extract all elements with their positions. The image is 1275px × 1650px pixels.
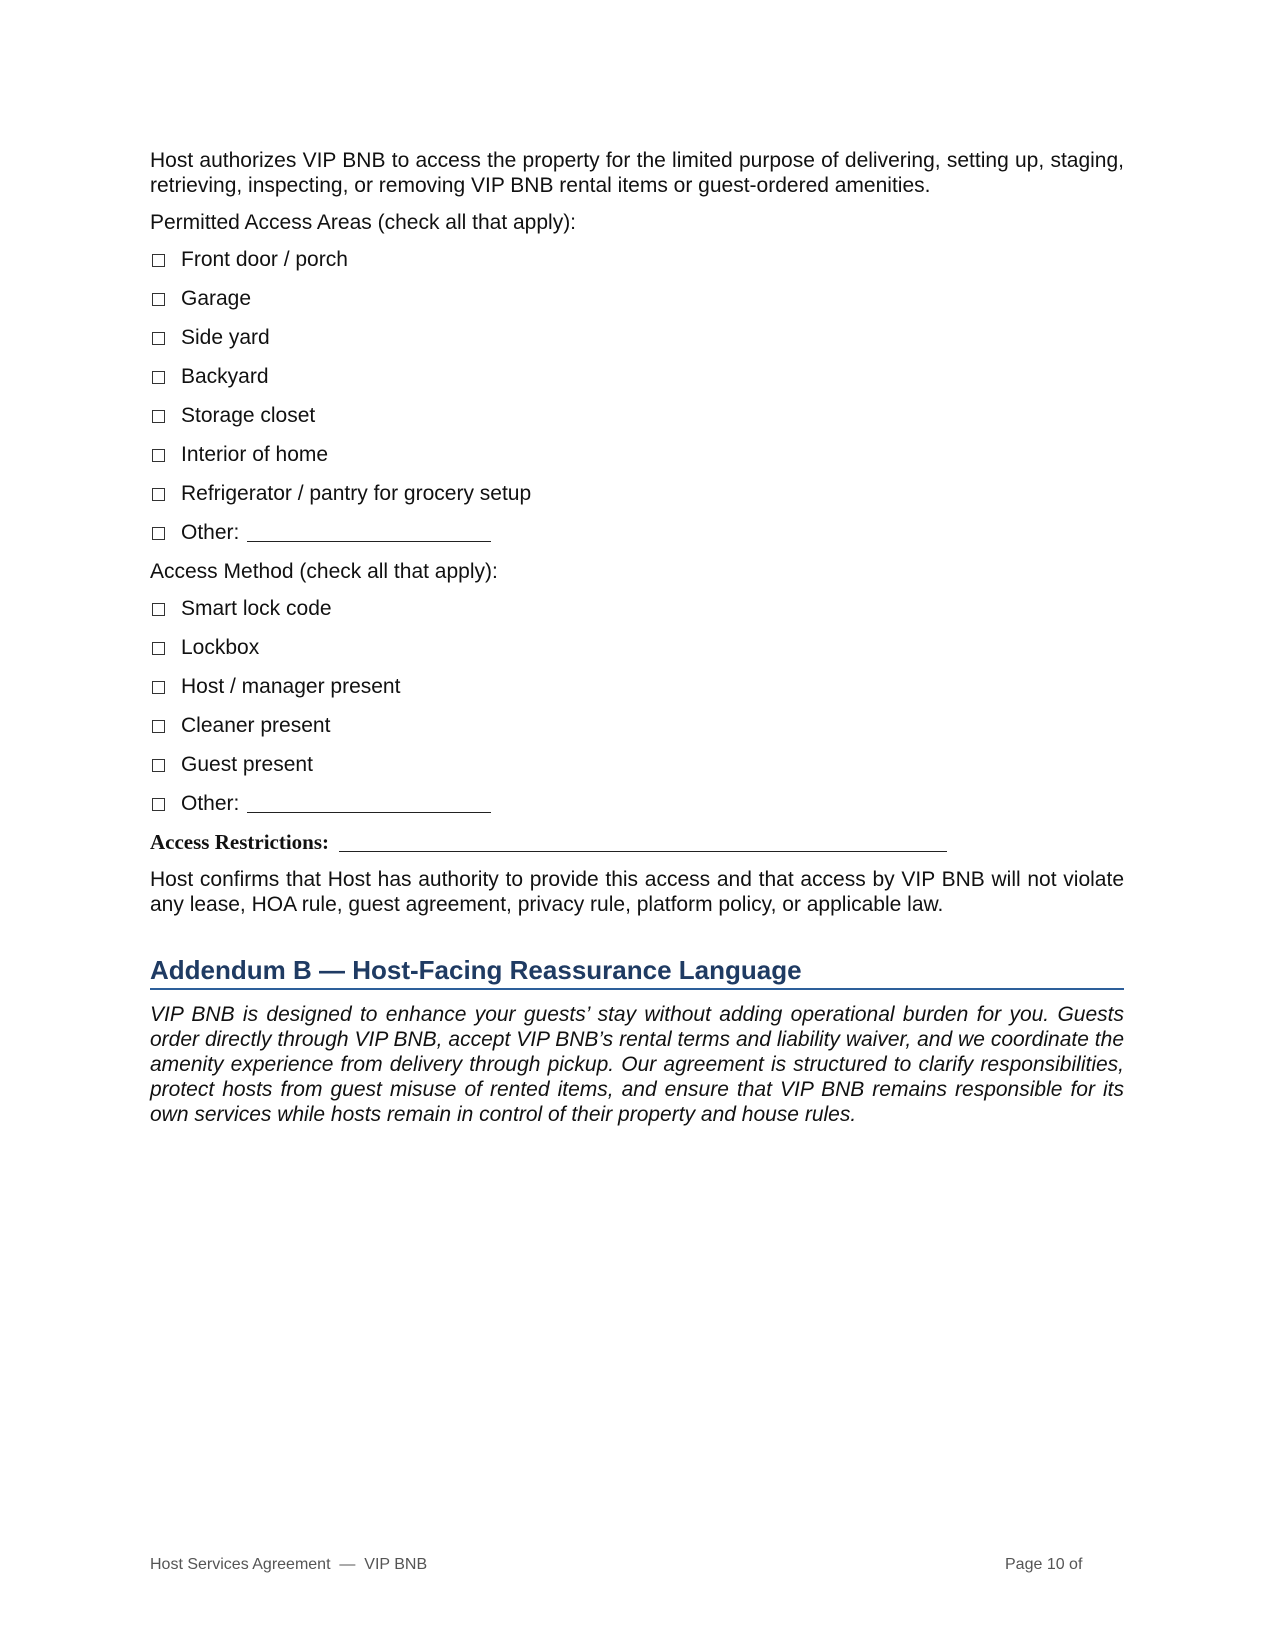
checkbox-icon[interactable] bbox=[152, 410, 165, 423]
option-label: Host / manager present bbox=[181, 675, 401, 698]
access-restrictions-label: Access Restrictions: bbox=[150, 830, 330, 854]
access-authorization-paragraph: Host authorizes VIP BNB to access the property for the limited purpose of delivering, setting up, staging, retrieving, inspecting, or removing VIP BNB rental items or guest-ordered amenities. bbox=[150, 149, 1124, 197]
document-body bbox=[150, 148, 1124, 1139]
option-label: Backyard bbox=[181, 365, 269, 388]
option-label: Guest present bbox=[181, 753, 313, 776]
checkbox-icon[interactable] bbox=[152, 798, 165, 811]
area-option-front-door[interactable] bbox=[150, 247, 1124, 272]
option-label: Other: bbox=[181, 521, 240, 544]
addendum-b-heading: Addendum B — Host-Facing Reassurance Language bbox=[150, 955, 1124, 990]
method-option-smart-lock[interactable] bbox=[150, 596, 1124, 621]
option-label: Smart lock code bbox=[181, 597, 332, 620]
area-option-interior[interactable] bbox=[150, 442, 1124, 467]
option-label: Garage bbox=[181, 287, 252, 310]
checkbox-icon[interactable] bbox=[152, 720, 165, 733]
option-label: Side yard bbox=[181, 326, 270, 349]
method-option-lockbox[interactable] bbox=[150, 635, 1124, 660]
checkbox-icon[interactable] bbox=[152, 332, 165, 345]
option-label: Storage closet bbox=[181, 404, 316, 427]
other-method-blank[interactable] bbox=[247, 794, 491, 813]
footer-page-number: Page 10 of bbox=[1005, 1556, 1083, 1573]
authority-confirmation-paragraph: Host confirms that Host has authority to provide this access and that access by VIP BNB will not violate any lease, HOA rule, guest agreement, privacy rule, platform policy, or applicable law. bbox=[150, 868, 1124, 916]
access-restrictions-blank[interactable] bbox=[339, 833, 947, 852]
area-option-backyard[interactable] bbox=[150, 364, 1124, 389]
option-label: Other: bbox=[181, 792, 240, 815]
checkbox-icon[interactable] bbox=[152, 759, 165, 772]
access-method-label: Access Method (check all that apply): bbox=[150, 560, 498, 583]
option-label: Lockbox bbox=[181, 636, 260, 659]
checkbox-icon[interactable] bbox=[152, 449, 165, 462]
permitted-areas-label: Permitted Access Areas (check all that apply): bbox=[150, 211, 577, 234]
method-option-cleaner-present[interactable] bbox=[150, 713, 1124, 738]
checkbox-icon[interactable] bbox=[152, 527, 165, 540]
option-label: Refrigerator / pantry for grocery setup bbox=[181, 482, 532, 505]
checkbox-icon[interactable] bbox=[152, 681, 165, 694]
area-option-refrigerator[interactable] bbox=[150, 481, 1124, 506]
area-option-side-yard[interactable] bbox=[150, 325, 1124, 350]
option-label: Interior of home bbox=[181, 443, 329, 466]
addendum-b-body: VIP BNB is designed to enhance your guests’ stay without adding operational burden for you. Guests order directly through VIP BNB, accept VIP BNB’s rental terms and liability waiver, and we coordinate the amenity experience from delivery through pickup. Our agreement is structured to clarify responsibilities, protect hosts from guest misuse of rented items, and ensure that VIP BNB remains responsible for its own services while hosts remain in control of their property and house rules. bbox=[150, 1003, 1124, 1126]
footer-document-title: Host Services Agreement — VIP BNB bbox=[150, 1556, 428, 1573]
checkbox-icon[interactable] bbox=[152, 642, 165, 655]
option-label: Front door / porch bbox=[181, 248, 348, 271]
area-option-other[interactable] bbox=[150, 520, 1124, 545]
option-label: Cleaner present bbox=[181, 714, 331, 737]
access-restrictions-row bbox=[150, 830, 1124, 855]
method-option-other[interactable] bbox=[150, 791, 1124, 816]
checkbox-icon[interactable] bbox=[152, 293, 165, 306]
checkbox-icon[interactable] bbox=[152, 603, 165, 616]
area-option-storage-closet[interactable] bbox=[150, 403, 1124, 428]
method-option-guest-present[interactable] bbox=[150, 752, 1124, 777]
method-option-host-present[interactable] bbox=[150, 674, 1124, 699]
checkbox-icon[interactable] bbox=[152, 488, 165, 501]
area-option-garage[interactable] bbox=[150, 286, 1124, 311]
other-area-blank[interactable] bbox=[247, 523, 491, 542]
checkbox-icon[interactable] bbox=[152, 371, 165, 384]
checkbox-icon[interactable] bbox=[152, 254, 165, 267]
